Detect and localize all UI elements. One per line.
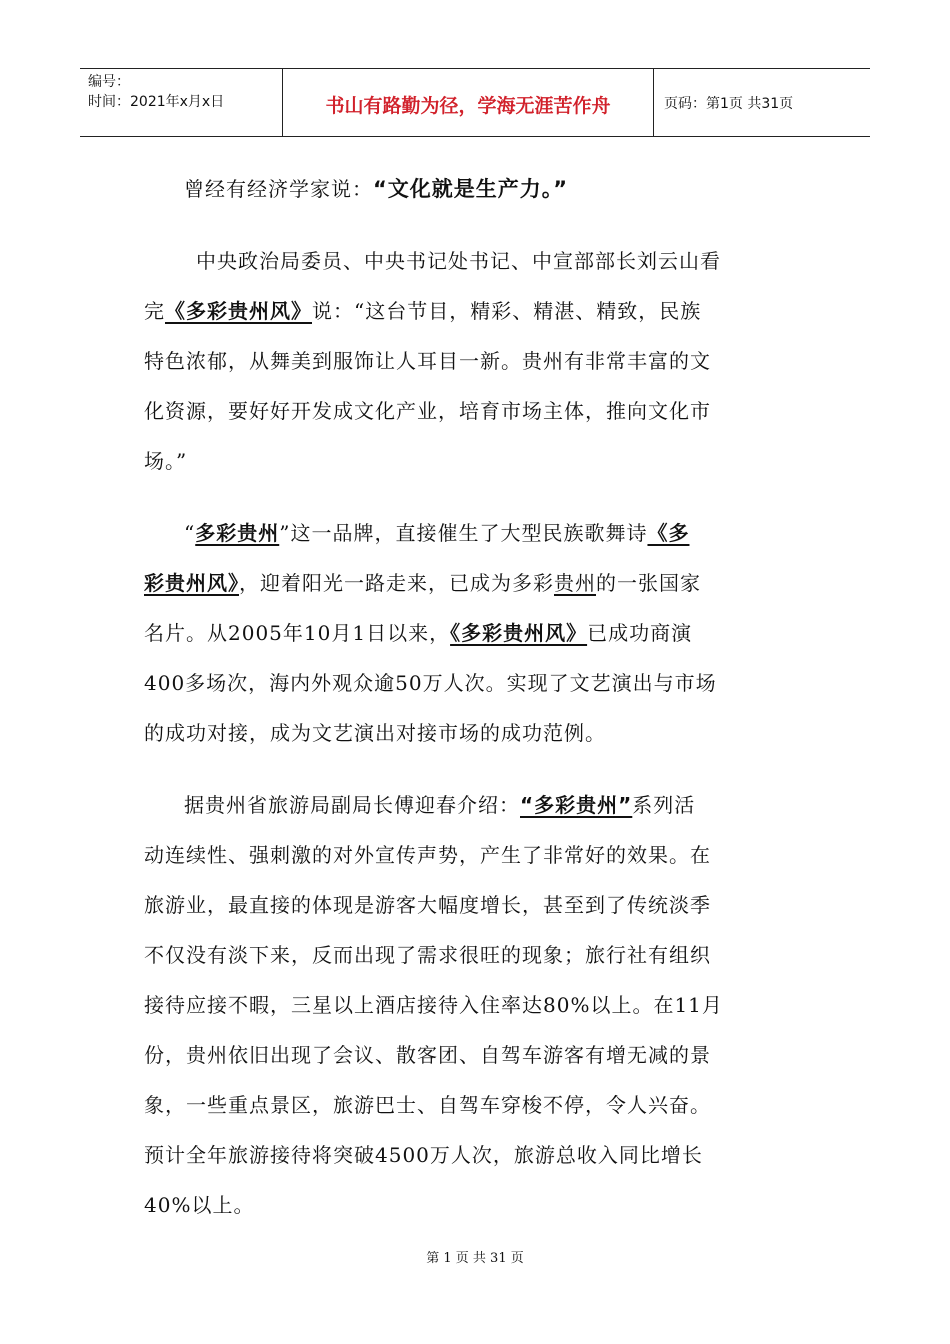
header-page-number: 页码：第1页 共31页 <box>664 96 794 112</box>
document-time-label: 时间：2021年x月x日 <box>88 94 225 110</box>
paragraph-2-text: 场。” <box>144 449 188 473</box>
paragraph-3-line <box>184 517 689 546</box>
paragraph-4-text: 旅游业，最直接的体现是游客大幅度增长，甚至到了传统淡季 <box>144 893 711 917</box>
paragraph-3-line <box>144 617 692 646</box>
header-motto-cell <box>283 69 654 136</box>
brand-name: 多彩贵州 <box>195 521 280 545</box>
header-meta-cell <box>80 69 283 136</box>
paragraph-2-text: 说：“这台节目，精彩、精湛、精致，民族 <box>312 299 702 323</box>
paragraph-4-text: 40%以上。 <box>144 1193 255 1217</box>
paragraph-4-line <box>144 1089 711 1118</box>
paragraph-4-text: 不仅没有淡下来，反而出现了需求很旺的现象；旅行社有组织 <box>144 943 711 967</box>
paragraph-3-text: ，迎着阳光一路走来，已成为多彩 <box>239 571 554 595</box>
paragraph-4-line <box>144 989 723 1018</box>
paragraph-3-text: “ <box>184 521 196 545</box>
paragraph-4-line <box>144 889 711 918</box>
paragraph-3-text: 的成功对接，成为文艺演出对接市场的成功范例。 <box>144 721 606 745</box>
paragraph-2-line <box>144 345 711 374</box>
paragraph-3-text: 400多场次，海内外观众逾50万人次。实现了文艺演出与市场 <box>144 671 717 695</box>
page-header <box>80 68 870 137</box>
paragraph-4-text: 系列活 <box>632 793 696 817</box>
paragraph-3-line <box>144 717 606 746</box>
program-title-link: 《多 <box>647 521 690 545</box>
paragraph-4-line <box>144 1189 254 1218</box>
paragraph-3-text: ”这一品牌，直接催生了大型民族歌舞诗 <box>279 521 648 545</box>
paragraph-1-text: 曾经有经济学家说： <box>184 177 373 201</box>
paragraph-4-line <box>184 789 695 818</box>
document-number-label: 编号： <box>88 74 130 90</box>
paragraph-3-text: 名片。从2005年10月1日以来， <box>144 621 451 645</box>
program-title-link: 《多彩贵州风》 <box>450 621 588 645</box>
page-footer: 第 1 页 共 31 页 <box>426 1251 524 1266</box>
paragraph-2-text: 化资源，要好好开发成文化产业，培育市场主体，推向文化市 <box>144 399 711 423</box>
paragraph-4-text: 动连续性、强刺激的对外宣传声势，产生了非常好的效果。在 <box>144 843 711 867</box>
paragraph-2-line <box>144 295 701 324</box>
header-page-cell <box>654 69 870 136</box>
paragraph-4-text: 接待应接不暇，三星以上酒店接待入住率达80%以上。在11月 <box>144 993 723 1017</box>
brand-name: “多彩贵州” <box>520 793 633 817</box>
paragraph-3-text: 已成功商演 <box>587 621 693 645</box>
paragraph-4-line <box>144 1039 711 1068</box>
paragraph-2-text: 特色浓郁，从舞美到服饰让人耳目一新。贵州有非常丰富的文 <box>144 349 711 373</box>
paragraph-2-line <box>144 445 187 474</box>
paragraph-4-text: 象，一些重点景区，旅游巴士、自驾车穿梭不停，令人兴奋。 <box>144 1093 711 1117</box>
program-title-link: 彩贵州风》 <box>144 571 239 595</box>
paragraph-3-line <box>144 567 701 596</box>
paragraph-2-text: 中央政治局委员、中央书记处书记、中宣部部长刘云山看 <box>196 249 721 273</box>
paragraph-4-text: 份，贵州依旧出现了会议、散客团、自驾车游客有增无减的景 <box>144 1043 711 1067</box>
paragraph-2-line <box>196 245 721 274</box>
paragraph-3-text: 的一张国家 <box>596 571 701 595</box>
paragraph-4-text: 预计全年旅游接待将突破4500万人次，旅游总收入同比增长 <box>144 1143 703 1167</box>
paragraph-1-line <box>184 173 568 203</box>
paragraph-3-line <box>144 667 717 696</box>
guizhou-link: 贵州 <box>554 571 596 595</box>
paragraph-4-line <box>144 939 711 968</box>
paragraph-2-text: 完 <box>144 299 165 323</box>
header-motto: 书山有路勤为径，学海无涯苦作舟 <box>325 95 611 117</box>
paragraph-4-text: 据贵州省旅游局副局长傅迎春介绍： <box>184 793 520 817</box>
paragraph-4-line <box>144 839 711 868</box>
paragraph-4-line <box>144 1139 703 1168</box>
paragraph-1-quote: “文化就是生产力。” <box>373 177 569 201</box>
paragraph-2-line <box>144 395 711 424</box>
program-title-link: 《多彩贵州风》 <box>165 299 312 323</box>
